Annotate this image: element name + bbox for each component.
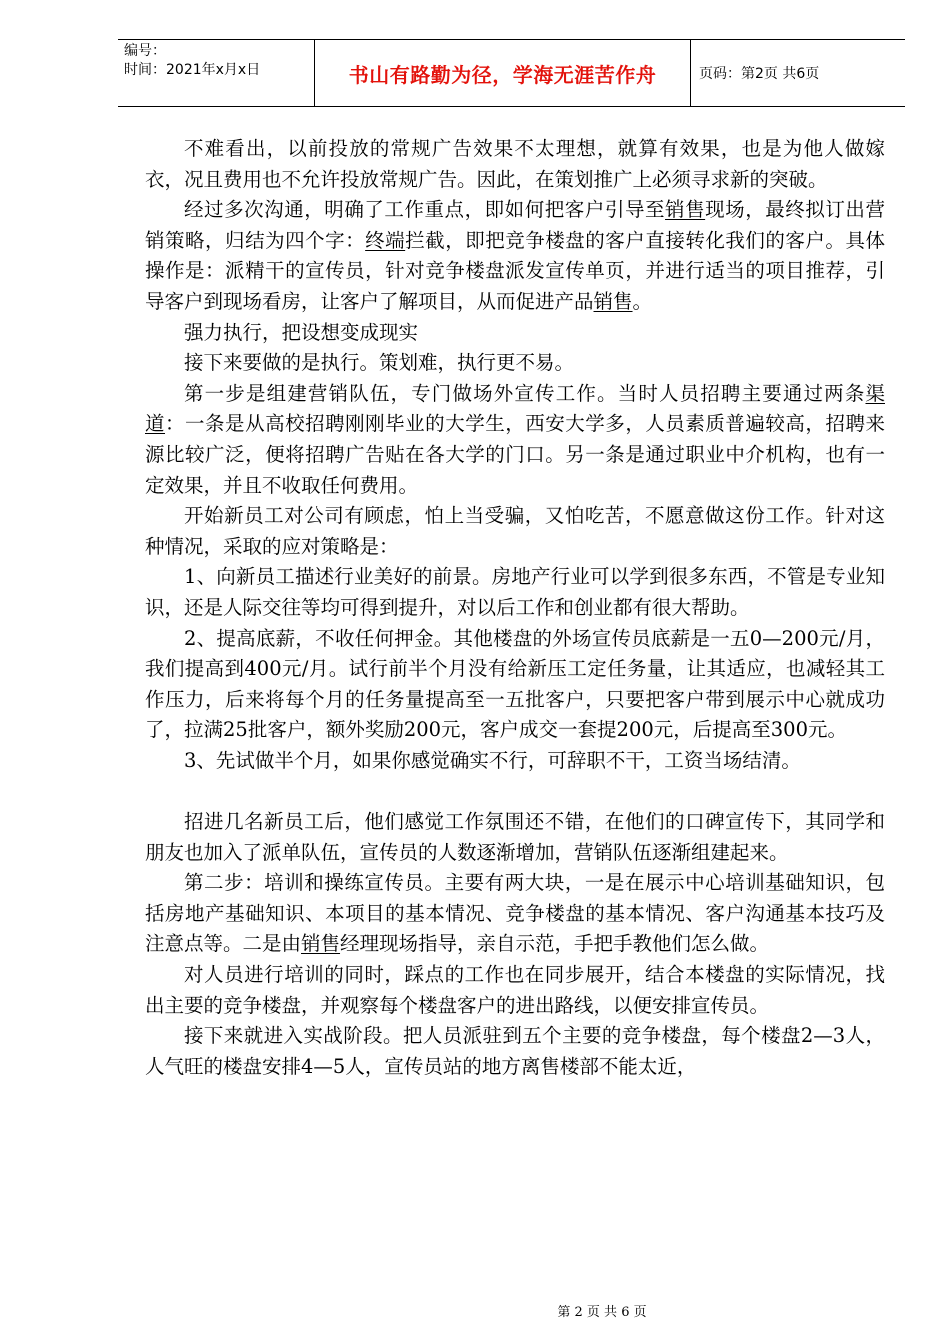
text-run: 经过多次沟通，明确了工作重点，即如何把客户引导至 bbox=[184, 198, 666, 222]
text-run: 拦截，即把竞争楼盘的客户直接转化我们的客户。具体操作是：派精干的宣传员，针对竞争楼盘派发宣传单页，并进行适当的项目推荐，引导客户到现场看房，让客户了解项目，从而促进产品 bbox=[145, 228, 885, 313]
underlined-term[interactable]: 销售 bbox=[593, 289, 633, 313]
paragraph bbox=[145, 746, 885, 777]
paragraph bbox=[145, 348, 885, 379]
paragraph bbox=[145, 868, 885, 960]
paragraph bbox=[145, 562, 885, 623]
text-run: 对人员进行培训的同时，踩点的工作也在同步展开，结合本楼盘的实际情况，找出主要的竞争楼盘，并观察每个楼盘客户的进出路线，以便安排宣传员。 bbox=[145, 963, 885, 1017]
page-footer bbox=[0, 1301, 950, 1320]
paragraph bbox=[145, 134, 885, 195]
text-run: ：一条是从高校招聘刚刚毕业的大学生，西安大学多，人员素质普遍较高，招聘来源比较广泛，便将招聘广告贴在各大学的门口。另一条是通过职业中介机构，也有一定效果，并且不收取任何费用。 bbox=[145, 412, 885, 497]
text-run: 接下来要做的是执行。策划难，执行更不易。 bbox=[184, 351, 575, 375]
paragraph bbox=[145, 318, 885, 349]
underlined-term[interactable]: 销售 bbox=[665, 198, 706, 222]
paragraph bbox=[145, 195, 885, 317]
time-label: 时间：2021年x月x日 bbox=[124, 62, 261, 78]
underlined-term[interactable]: 终端 bbox=[365, 228, 406, 252]
text-run: 。 bbox=[632, 289, 653, 313]
underlined-term[interactable]: 销售 bbox=[301, 932, 341, 956]
document-body bbox=[145, 134, 885, 1082]
text-run: 强力执行，把设想变成现实 bbox=[184, 320, 419, 344]
header-motto: 书山有路勤为径，学海无涯苦作舟 bbox=[348, 62, 657, 87]
text-run: 1、向新员工描述行业美好的前景。房地产行业可以学到很多东西，不管是专业知识，还是人际交往等均可得到提升，对以后工作和创业都有很大帮助。 bbox=[145, 565, 885, 619]
text-run: 开始新员工对公司有顾虑，怕上当受骗，又怕吃苦，不愿意做这份工作。针对这种情况，采取的应对策略是： bbox=[145, 504, 885, 558]
header-motto-cell bbox=[315, 40, 691, 106]
paragraph bbox=[145, 501, 885, 562]
paragraph bbox=[145, 1021, 885, 1082]
text-run: 第二步：培训和操练宣传员。主要有两大块，一是在展示中心培训基础知识，包括房地产基础知识、本项目的基本情况、竞争楼盘的基本情况、客户沟通基本技巧及注意点等。二是由 bbox=[145, 871, 885, 956]
text-run: 招进几名新员工后，他们感觉工作氛围还不错，在他们的口碑宣传下，其同学和朋友也加入了派单队伍，宣传员的人数逐渐增加，营销队伍逐渐组建起来。 bbox=[145, 810, 885, 864]
paragraph bbox=[145, 960, 885, 1021]
paragraph bbox=[145, 379, 885, 501]
paragraph bbox=[145, 624, 885, 746]
text-run: 3、先试做半个月，如果你感觉确实不行，可辞职不干，工资当场结清。 bbox=[184, 748, 801, 772]
header-page-info: 页码：第2页 共6页 bbox=[699, 66, 820, 82]
page-header bbox=[118, 39, 905, 107]
text-run: 不难看出，以前投放的常规广告效果不太理想，就算有效果，也是为他人做嫁衣，况且费用也不允许投放常规广告。因此，在策划推广上必须寻求新的突破。 bbox=[145, 137, 885, 191]
text-run: 2、提高底薪，不收任何押金。其他楼盘的外场宣传员底薪是一五0—200元/月，我们提高到400元/月。试行前半个月没有给新压工定任务量，让其适应，也减轻其工作压力，后来将每个月的任务量提高至一五批客户，只要把客户带到展示中心就成功了，拉满25批客户，额外奖励200元，客户成交一套提200元，后提高至300元。 bbox=[145, 626, 885, 742]
underlined-term[interactable]: 渠道 bbox=[145, 381, 885, 436]
text-run: 第一步是组建营销队伍，专门做场外宣传工作。当时人员招聘主要通过两条 bbox=[184, 381, 866, 405]
text-run: 经理现场指导，亲自示范，手把手教他们怎么做。 bbox=[340, 932, 770, 956]
text-run: 接下来就进入实战阶段。把人员派驻到五个主要的竞争楼盘，每个楼盘2—3人，人气旺的楼盘安排4—5人，宣传员站的地方离售楼部不能太近， bbox=[145, 1024, 885, 1078]
footer-page-number: 第 2 页 共 6 页 bbox=[557, 1305, 647, 1320]
text-run: 现场，最终拟订出营销策略，归结为四个字： bbox=[145, 198, 885, 252]
header-meta bbox=[118, 40, 315, 106]
number-label: 编号： bbox=[124, 43, 166, 59]
paragraph bbox=[145, 807, 885, 868]
